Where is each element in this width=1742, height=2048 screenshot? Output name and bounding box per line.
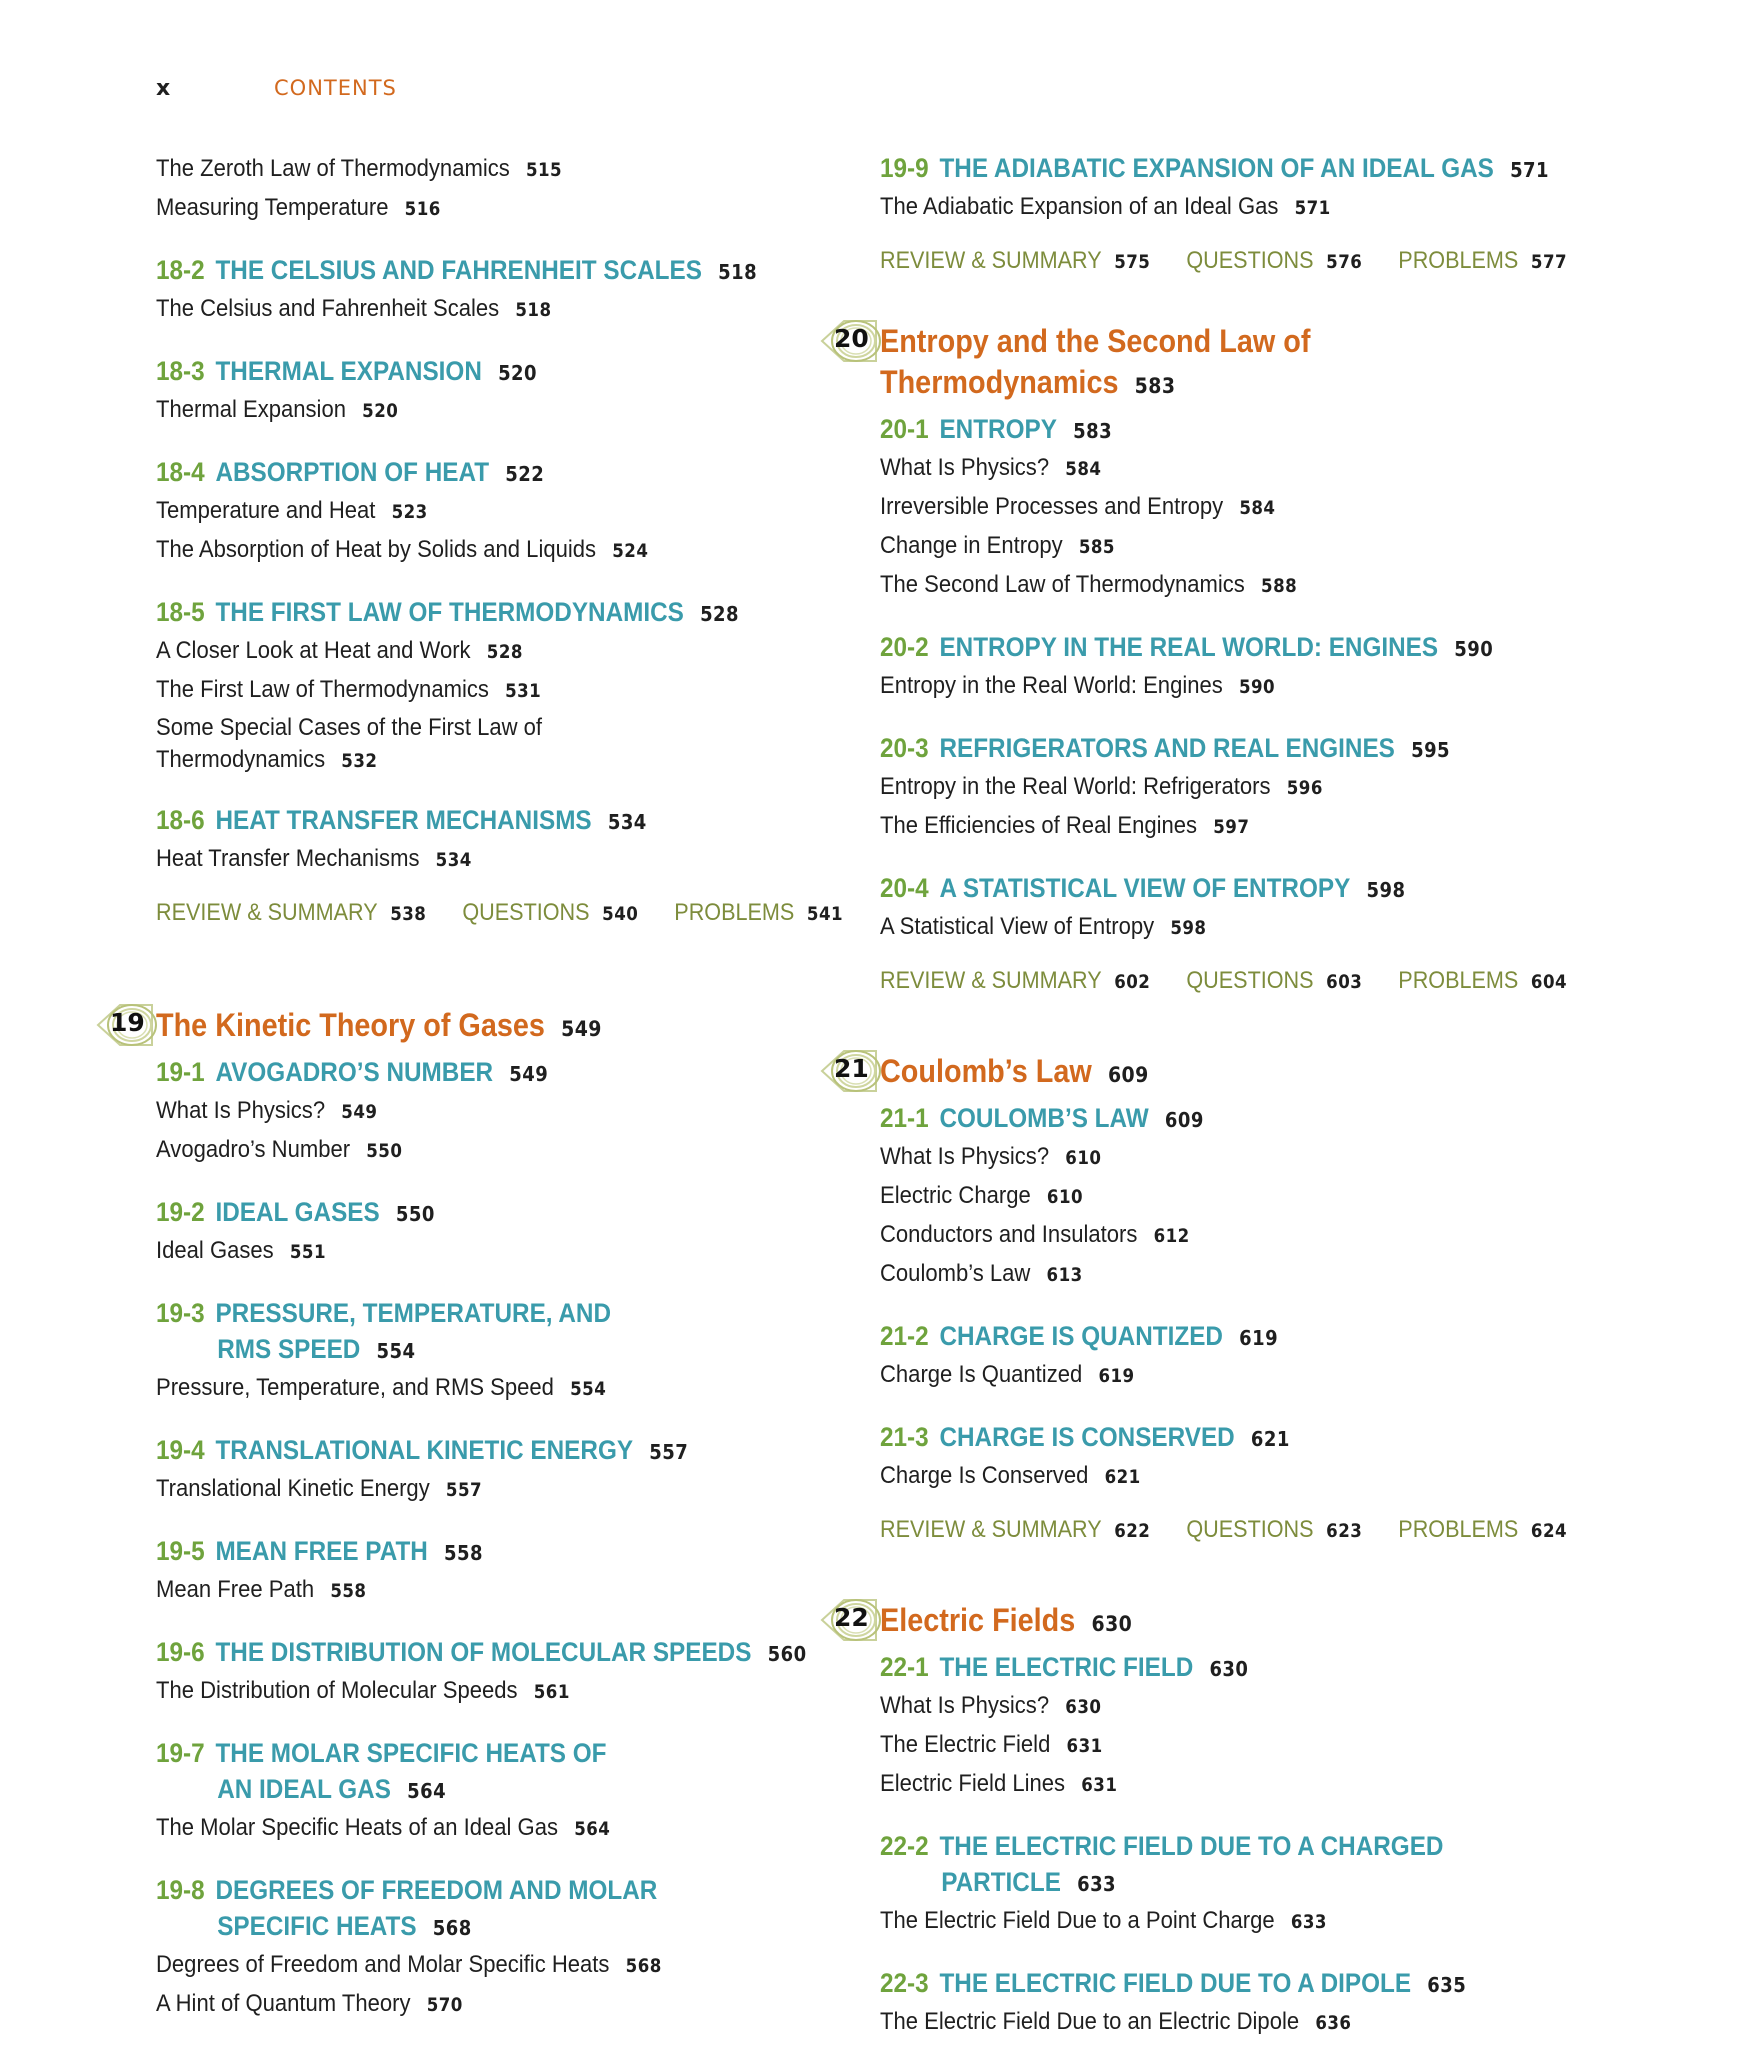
review-line: REVIEW & SUMMARY 575 QUESTIONS 576 PROBLEMS 577 bbox=[880, 247, 1568, 274]
toc-entry[interactable]: What Is Physics? 549 bbox=[156, 1097, 378, 1124]
toc-entry[interactable]: The Absorption of Heat by Solids and Liquids 524 bbox=[156, 536, 649, 563]
review-line: REVIEW & SUMMARY 538 QUESTIONS 540 PROBLEMS 541 bbox=[156, 899, 844, 926]
section-heading[interactable]: 18-3 THERMAL EXPANSION 520 bbox=[156, 356, 537, 386]
section-heading[interactable]: 19-2 IDEAL GASES 550 bbox=[156, 1197, 435, 1227]
section-heading[interactable]: 22-2 THE ELECTRIC FIELD DUE TO A CHARGED PARTICLE 633 bbox=[880, 1831, 1444, 1897]
toc-entry[interactable]: The Distribution of Molecular Speeds 561 bbox=[156, 1677, 570, 1704]
problems-link[interactable]: PROBLEMS bbox=[1398, 247, 1519, 274]
section-heading[interactable]: 18-6 HEAT TRANSFER MECHANISMS 534 bbox=[156, 805, 647, 835]
toc-entry[interactable]: The Electric Field Due to an Electric Dipole 636 bbox=[880, 2008, 1352, 2035]
section-heading[interactable]: 19-1 AVOGADRO’S NUMBER 549 bbox=[156, 1057, 549, 1087]
section-heading[interactable]: 19-7 THE MOLAR SPECIFIC HEATS OF AN IDEAL GAS 564 bbox=[156, 1738, 607, 1804]
toc-entry[interactable]: Conductors and Insulators 612 bbox=[880, 1221, 1190, 1248]
section-heading[interactable]: 20-4 A STATISTICAL VIEW OF ENTROPY 598 bbox=[880, 873, 1406, 903]
section-heading[interactable]: 19-8 DEGREES OF FREEDOM AND MOLAR SPECIFIC HEATS 568 bbox=[156, 1875, 658, 1941]
toc-entry[interactable]: Coulomb’s Law 613 bbox=[880, 1260, 1083, 1287]
chapter-badge-icon: 19 bbox=[94, 999, 160, 1051]
toc-entry[interactable]: Entropy in the Real World: Engines 590 bbox=[880, 672, 1276, 699]
toc-entry[interactable]: A Closer Look at Heat and Work 528 bbox=[156, 637, 523, 664]
section-heading[interactable]: 18-4 ABSORPTION OF HEAT 522 bbox=[156, 457, 545, 487]
chapter-badge-icon: 21 bbox=[818, 1045, 884, 1097]
chapter-heading[interactable]: 21 Coulomb’s Law 609 bbox=[880, 1051, 1600, 1096]
toc-entry[interactable]: The Celsius and Fahrenheit Scales 518 bbox=[156, 295, 552, 322]
toc-entry[interactable]: Thermal Expansion 520 bbox=[156, 396, 399, 423]
running-title: CONTENTS bbox=[274, 76, 397, 100]
review-line: REVIEW & SUMMARY 622 QUESTIONS 623 PROBLEMS 624 bbox=[880, 1516, 1568, 1543]
section-heading[interactable]: 19-6 THE DISTRIBUTION OF MOLECULAR SPEEDS 560 bbox=[156, 1637, 807, 1667]
chapter-badge-icon: 22 bbox=[818, 1594, 884, 1646]
toc-entry[interactable]: Irreversible Processes and Entropy 584 bbox=[880, 493, 1276, 520]
toc-entry[interactable]: What Is Physics? 584 bbox=[880, 454, 1102, 481]
problems-link[interactable]: PROBLEMS bbox=[1398, 1516, 1519, 1543]
review-line: REVIEW & SUMMARY 602 QUESTIONS 603 PROBLEMS 604 bbox=[880, 967, 1568, 994]
toc-entry[interactable]: The Electric Field 631 bbox=[880, 1731, 1103, 1758]
toc-entry[interactable]: Charge Is Quantized 619 bbox=[880, 1361, 1135, 1388]
toc-entry[interactable]: The Second Law of Thermodynamics 588 bbox=[880, 571, 1298, 598]
left-column bbox=[110, 150, 844, 2024]
questions-link[interactable]: QUESTIONS bbox=[1186, 967, 1314, 994]
section-heading[interactable]: 21-3 CHARGE IS CONSERVED 621 bbox=[880, 1422, 1290, 1452]
toc-entry[interactable]: The Adiabatic Expansion of an Ideal Gas 571 bbox=[880, 193, 1331, 220]
toc-entry[interactable]: Electric Field Lines 631 bbox=[880, 1770, 1118, 1797]
toc-entry[interactable]: The Molar Specific Heats of an Ideal Gas 564 bbox=[156, 1814, 611, 1841]
review-summary-link[interactable]: REVIEW & SUMMARY bbox=[880, 247, 1102, 274]
toc-entry[interactable]: Ideal Gases 551 bbox=[156, 1237, 326, 1264]
section-heading[interactable]: 19-4 TRANSLATIONAL KINETIC ENERGY 557 bbox=[156, 1435, 689, 1465]
toc-entry[interactable]: Electric Charge 610 bbox=[880, 1182, 1084, 1209]
section-heading[interactable]: 21-2 CHARGE IS QUANTIZED 619 bbox=[880, 1321, 1279, 1351]
toc-entry[interactable]: The Efficiencies of Real Engines 597 bbox=[880, 812, 1250, 839]
page-number: x bbox=[156, 76, 171, 101]
toc-entry[interactable]: Charge Is Conserved 621 bbox=[880, 1462, 1141, 1489]
toc-entry[interactable]: A Statistical View of Entropy 598 bbox=[880, 913, 1207, 940]
toc-entry[interactable]: Avogadro’s Number 550 bbox=[156, 1136, 403, 1163]
toc-entry[interactable]: Some Special Cases of the First Law of Thermodynamics 532 bbox=[156, 714, 543, 773]
section-heading[interactable]: 20-1 ENTROPY 583 bbox=[880, 414, 1113, 444]
toc-entry[interactable]: The Zeroth Law of Thermodynamics 515 bbox=[156, 155, 563, 182]
questions-link[interactable]: QUESTIONS bbox=[462, 899, 590, 926]
toc-entry[interactable]: Degrees of Freedom and Molar Specific Heats 568 bbox=[156, 1951, 662, 1978]
section-heading[interactable]: 22-3 THE ELECTRIC FIELD DUE TO A DIPOLE 635 bbox=[880, 1968, 1467, 1998]
questions-link[interactable]: QUESTIONS bbox=[1186, 247, 1314, 274]
toc-entry[interactable]: Change in Entropy 585 bbox=[880, 532, 1115, 559]
toc-entry[interactable]: Temperature and Heat 523 bbox=[156, 497, 428, 524]
review-summary-link[interactable]: REVIEW & SUMMARY bbox=[156, 899, 378, 926]
toc-entry[interactable]: Heat Transfer Mechanisms 534 bbox=[156, 845, 472, 872]
section-heading[interactable]: 19-5 MEAN FREE PATH 558 bbox=[156, 1536, 483, 1566]
section-heading[interactable]: 18-5 THE FIRST LAW OF THERMODYNAMICS 528 bbox=[156, 597, 740, 627]
review-summary-link[interactable]: REVIEW & SUMMARY bbox=[880, 1516, 1102, 1543]
problems-link[interactable]: PROBLEMS bbox=[1398, 967, 1519, 994]
chapter-badge-icon: 20 bbox=[818, 315, 884, 367]
section-heading[interactable]: 19-3 PRESSURE, TEMPERATURE, AND RMS SPEED 554 bbox=[156, 1298, 612, 1364]
toc-entry[interactable]: The First Law of Thermodynamics 531 bbox=[156, 676, 542, 703]
problems-link[interactable]: PROBLEMS bbox=[674, 899, 795, 926]
toc-entry[interactable]: Mean Free Path 558 bbox=[156, 1576, 367, 1603]
toc-entry[interactable]: What Is Physics? 610 bbox=[880, 1143, 1102, 1170]
section-heading[interactable]: 19-9 THE ADIABATIC EXPANSION OF AN IDEAL GAS 571 bbox=[880, 153, 1549, 183]
chapter-heading[interactable]: 19 The Kinetic Theory of Gases 549 bbox=[156, 1005, 836, 1050]
section-heading[interactable]: 21-1 COULOMB’S LAW 609 bbox=[880, 1103, 1204, 1133]
section-heading[interactable]: 20-2 ENTROPY IN THE REAL WORLD: ENGINES 590 bbox=[880, 632, 1494, 662]
toc-entry[interactable]: What Is Physics? 630 bbox=[880, 1692, 1102, 1719]
chapter-heading[interactable]: 22 Electric Fields 630 bbox=[880, 1600, 1600, 1645]
review-summary-link[interactable]: REVIEW & SUMMARY bbox=[880, 967, 1102, 994]
toc-entry[interactable]: Translational Kinetic Energy 557 bbox=[156, 1475, 483, 1502]
section-heading[interactable]: 22-1 THE ELECTRIC FIELD 630 bbox=[880, 1652, 1249, 1682]
section-heading[interactable]: 18-2 THE CELSIUS AND FAHRENHEIT SCALES 518 bbox=[156, 255, 758, 285]
section-heading[interactable]: 20-3 REFRIGERATORS AND REAL ENGINES 595 bbox=[880, 733, 1451, 763]
toc-entry[interactable]: The Electric Field Due to a Point Charge 633 bbox=[880, 1907, 1327, 1934]
toc-entry[interactable]: A Hint of Quantum Theory 570 bbox=[156, 1990, 463, 2017]
right-column bbox=[834, 150, 1600, 2042]
toc-entry[interactable]: Pressure, Temperature, and RMS Speed 554 bbox=[156, 1374, 607, 1401]
toc-entry[interactable]: Entropy in the Real World: Refrigerators 596 bbox=[880, 773, 1323, 800]
toc-entry[interactable]: Measuring Temperature 516 bbox=[156, 194, 441, 221]
questions-link[interactable]: QUESTIONS bbox=[1186, 1516, 1314, 1543]
chapter-heading[interactable]: 20 Entropy and the Second Law of Thermodynamics 583 bbox=[880, 321, 1600, 407]
